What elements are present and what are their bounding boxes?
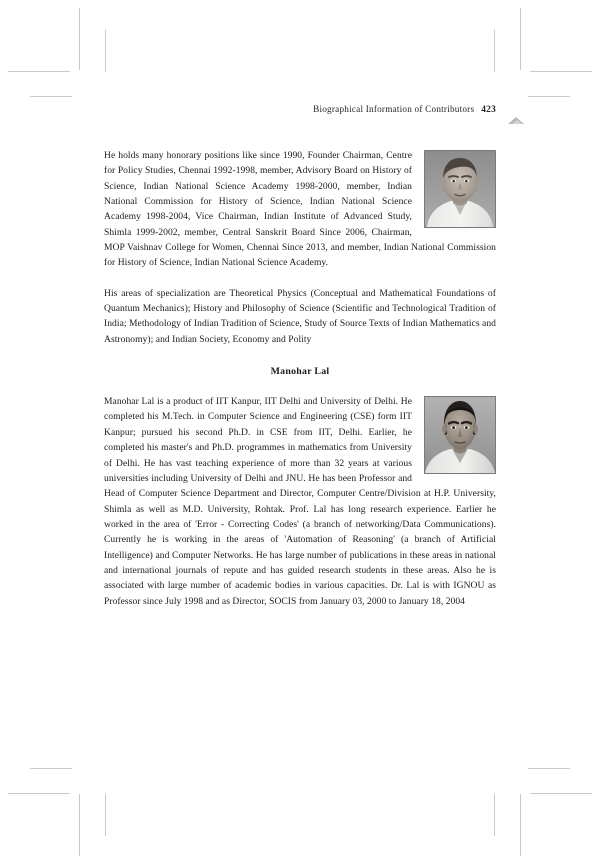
paragraph-spacer-three [104,379,496,394]
body-text-column [104,148,496,609]
paragraph-manohar-lal-bio: Manohar Lal is a product of IIT Kanpur, IIT Delhi and University of Delhi. He completed his M.Tech. in Computer Science and Engineering (CSE) form IIT Kanpur; pursued his second Ph.D. in CSE from IIT, Delhi. Earlier, he completed his master's and Ph.D. programmes in mathematics from University of Delhi. He has vast teaching experience of more than 32 years at various universities including University of Delhi and JNU. He has been Professor and Head of Computer Science Department and Director, Computer Centre/Division at H.P. University, Shimla as well as M.D. University, Rohtak. Prof. Lal has long research experience. Earlier he worked in the area of 'Error - Correcting Codes' (a branch of networking/Data Communications). Currently he is working in the areas of 'Automation of Reasoning' (a branch of Artificial Intelligence) and Computer Networks. He has large number of publications in these areas in national and international journals of repute and has guided research students in these areas. Also he is associated with large number of academic bodies in various capacities. Dr. Lal is with IGNOU as Professor since July 1998 and as Director, SOCIS from January 03, 2000 to January 18, 2004 [104,396,496,607]
crop-mark-bottom-left-inner-horizontal [30,768,72,769]
running-header-title: Biographical Information of Contributors [313,104,475,114]
crop-mark-bottom-left-horizontal [8,793,70,794]
triangle-ornament-inner-icon [512,120,522,124]
crop-mark-top-right-horizontal [530,71,592,72]
paragraph-spacer-two [104,347,496,364]
section-heading-manohar-lal: Manohar Lal [270,366,330,378]
crop-mark-top-left-inner-horizontal [30,96,72,97]
paragraph-specialization: His areas of specialization are Theoretical Physics (Conceptual and Mathematical Foundations of Quantum Mechanics); History and Philosophy of Science (Scientific and Technological Tradition of India; Methodology of Indian Tradition of Science, Study of Source Texts of Indian Mathematics and Astronomy); and Indian Society, Economy and Polity [104,287,496,345]
crop-mark-top-right-vertical [520,8,521,70]
portrait-image-one [425,151,495,227]
crop-mark-top-left-horizontal [8,71,70,72]
crop-mark-bottom-right-vertical [520,794,521,856]
crop-mark-bottom-right-inner-horizontal [528,768,570,769]
crop-mark-top-right-inner-horizontal [528,96,570,97]
page-content-area [104,0,496,864]
crop-mark-top-left-vertical [79,8,80,70]
portrait-photo-manohar-lal [424,396,496,474]
portrait-photo-contributor-one [424,150,496,228]
portrait-image-two [425,397,495,473]
running-header [104,104,496,115]
paragraph-spacer-one [104,271,496,286]
crop-mark-bottom-right-horizontal [530,793,592,794]
page-number: 423 [481,105,496,115]
paragraph-honorary-positions: He holds many honorary positions like since 1990, Founder Chairman, Centre for Policy Studies, Chennai 1992-1998, member, Advisory Board on History of Science, Indian National Science Academy 1998-2000, member, Indian National Commission for History of Science, Indian National Science Academy 1998-2004, Vice Chairman, Indian Institute of Advanced Study, Shimla 1999-2002, member, Central Sanskrit Board Since 2006, Chairman, MOP Vaishnav College for Women, Chennai Since 2013, and member, Indian National Commission for History of Science, Indian National Science Academy. [104,150,496,269]
crop-mark-bottom-left-vertical [79,794,80,856]
